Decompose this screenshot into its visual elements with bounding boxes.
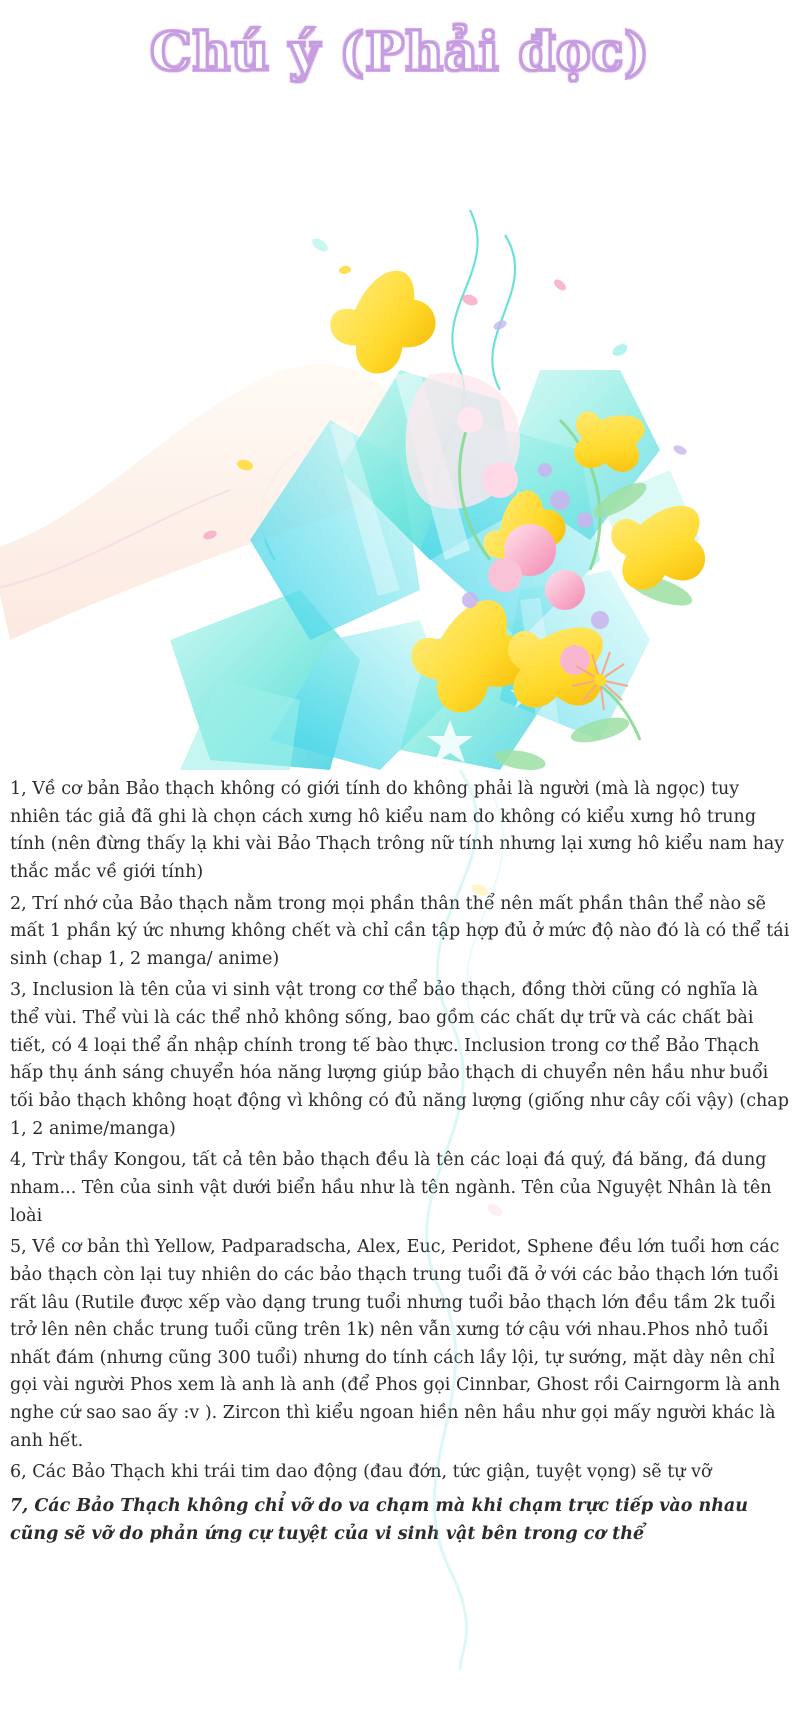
note-item: 6, Các Bảo Thạch khi trái tim dao động (đau đớn, tức giận, tuyệt vọng) sẽ tự vỡ: [10, 1462, 712, 1483]
illustration-canvas: [0, 120, 800, 770]
note-item: 3, Inclusion là tên của vi sinh vật trong cơ thể bảo thạch, đồng thời cũng có nghĩa là thể vùi. Thể vùi là các thể nhỏ không sống, bao gồm các chất dự trữ và các chất bài tiết, có 4 loại thể ẩn nhập chính trong tế bào thực. Inclusion trong cơ thể Bảo Thạch hấp thụ ánh sáng chuyển hóa năng lượng giúp bảo thạch di chuyển nên hầu như buổi tối bảo thạch không hoạt động vì không có đủ năng lượng (giống như cây cối vậy) (chap 1, 2 anime/manga): [10, 980, 789, 1139]
page-title: Chú ý (Phải đọc): [150, 22, 650, 83]
illustration: [0, 120, 800, 770]
note-item: 1, Về cơ bản Bảo thạch không có giới tính do không phải là người (mà là ngọc) tuy nhiên tác giả đã ghi là chọn cách xưng hô kiểu nam do không có kiểu xưng hô trung tính (nên đừng thấy lạ khi vài Bảo Thạch trông nữ tính nhưng lại xưng hô kiểu nam hay thắc mắc về giới tính): [10, 779, 785, 882]
note-item-emphasis: 7, Các Bảo Thạch không chỉ vỡ do va chạm mà khi chạm trực tiếp vào nhau cũng sẽ vỡ do phản ứng cự tuyệt của vi sinh vật bên trong cơ thể: [10, 1496, 748, 1544]
note-item: 2, Trí nhớ của Bảo thạch nằm trong mọi phần thân thể nên mất phần thân thể nào sẽ mất 1 phần ký ức nhưng không chết và chỉ cần tập hợp đủ ở mức độ nào đó là có thể tái sinh (chap 1, 2 manga/ anime): [10, 893, 790, 969]
note-item: 4, Trừ thầy Kongou, tất cả tên bảo thạch đều là tên các loại đá quý, đá băng, đá dung nham... Tên của sinh vật dưới biển hầu như là tên ngành. Tên của Nguyệt Nhân là tên loài: [10, 1150, 772, 1226]
note-item: 5, Về cơ bản thì Yellow, Padparadscha, Alex, Euc, Peridot, Sphene đều lớn tuổi hơn các bảo thạch còn lại tuy nhiên do các bảo thạch trung tuổi đã ở với các bảo thạch lớn tuổi rất lâu (Rutile được xếp vào dạng trung tuổi nhưng tuổi bảo thạch lớn đều tầm 2k tuổi trở lên nên chắc trung tuổi cũng trên 1k) nên vẫn xưng tớ cậu với nhau.Phos nhỏ tuổi nhất đám (nhưng cũng 300 tuổi) nhưng do tính cách lầy lội, tự sướng, mặt dày nên chỉ gọi vài người Phos xem là anh là anh (để Phos gọi Cinnbar, Ghost rồi Cairngorm là anh nghe cứ sao sao ấy :v ). Zircon thì kiểu ngoan hiền nên hầu như gọi mấy người khác là anh hết.: [10, 1237, 781, 1451]
notes-section: [0, 770, 800, 1592]
page-header: [0, 0, 800, 120]
